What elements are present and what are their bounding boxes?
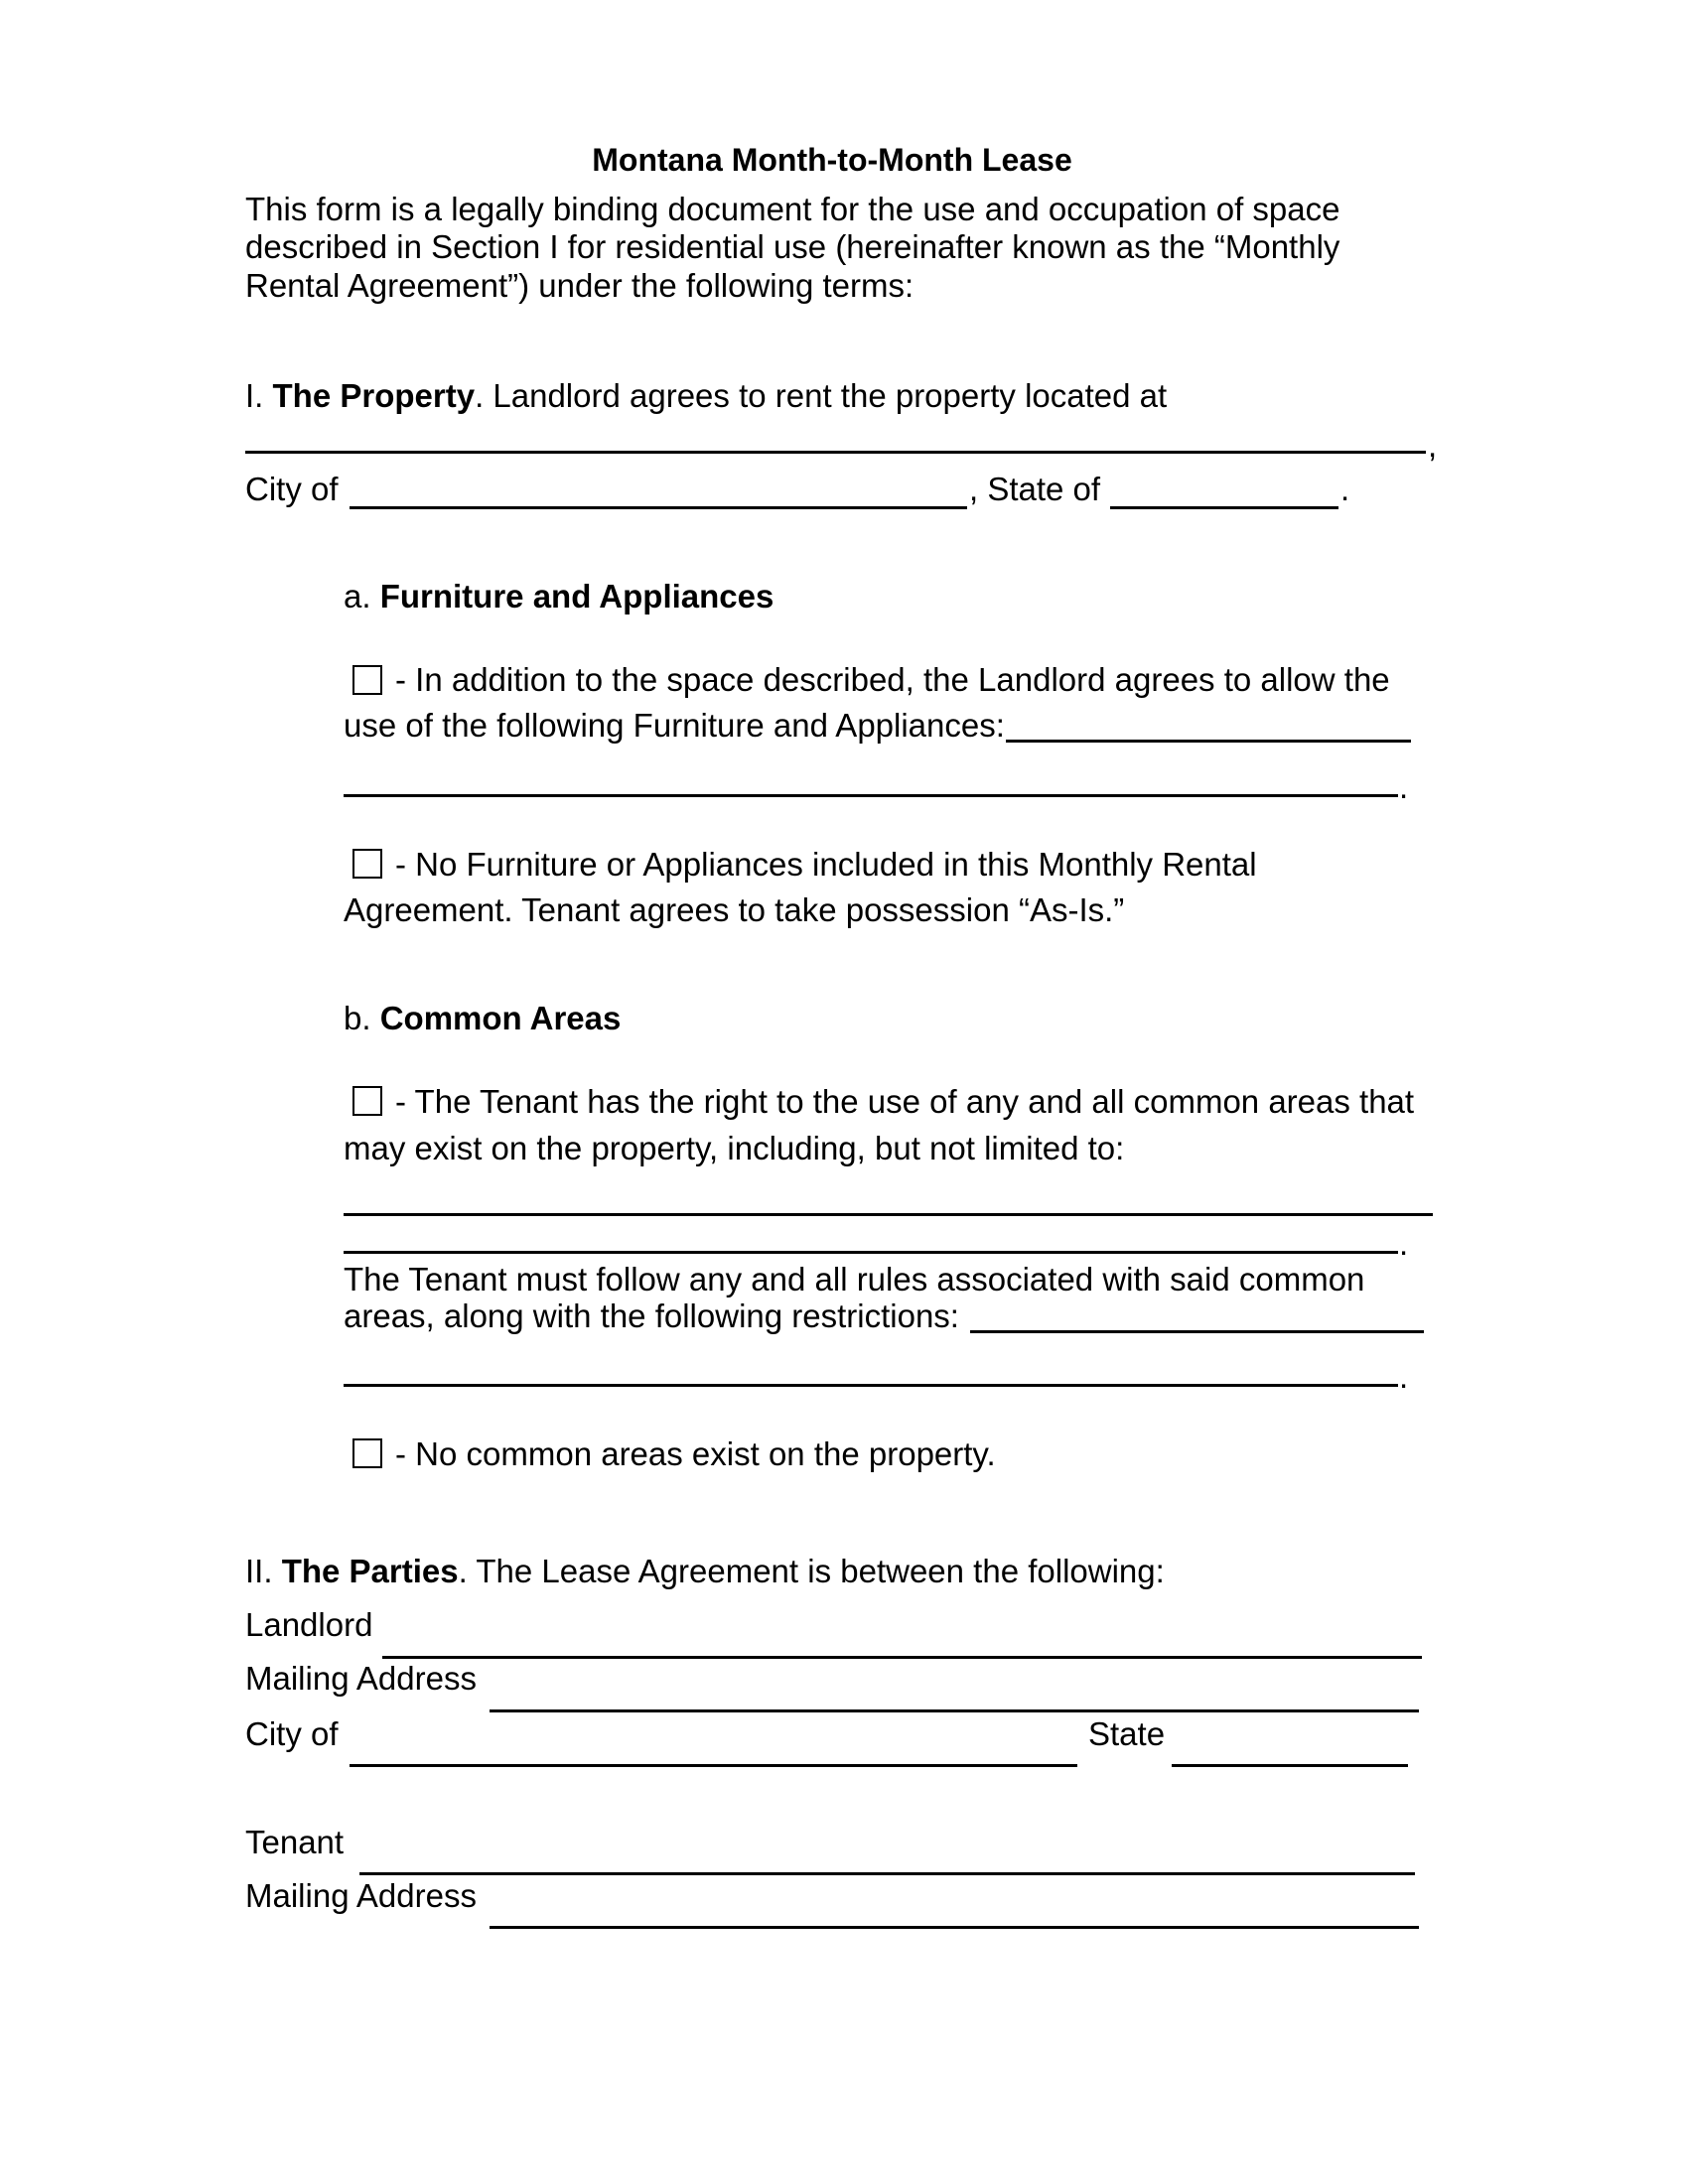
furniture-included-checkbox[interactable] xyxy=(352,665,382,695)
furniture-list-period: . xyxy=(1399,768,1409,805)
restrictions-period: . xyxy=(1399,1358,1409,1395)
section-heading: The Parties xyxy=(281,1553,459,1589)
property-city-field[interactable] xyxy=(350,506,967,509)
landlord-label: Landlord xyxy=(245,1606,373,1643)
state-period: . xyxy=(1340,471,1350,507)
furniture-included-line-2: use of the following Furniture and Appliances: xyxy=(344,707,1005,744)
landlord-mailing-label: Mailing Address xyxy=(245,1660,477,1697)
section-heading: The Property xyxy=(272,377,476,414)
subsection-letter: b. xyxy=(344,1000,371,1036)
restrictions-field-2[interactable] xyxy=(344,1384,1398,1387)
subsection-title: Furniture and Appliances xyxy=(379,578,774,614)
property-state-field[interactable] xyxy=(1110,506,1338,509)
common-areas-checkbox[interactable] xyxy=(352,1086,382,1116)
address-comma: , xyxy=(1428,427,1438,464)
tenant-name-field[interactable] xyxy=(359,1872,1415,1875)
section-numeral: I. xyxy=(245,377,264,414)
tenant-mailing-address-field[interactable] xyxy=(490,1926,1419,1929)
no-furniture-checkbox[interactable] xyxy=(352,849,382,879)
furniture-list-field-2[interactable] xyxy=(344,794,1398,797)
document-title: Montana Month-to-Month Lease xyxy=(592,142,1072,178)
section-text: . The Lease Agreement is between the following: xyxy=(458,1553,1165,1589)
subsection-furniture-heading xyxy=(344,580,774,613)
rules-line-2: areas, along with the following restrictions: xyxy=(344,1297,959,1334)
common-areas-field-1[interactable] xyxy=(344,1213,1433,1216)
furniture-list-field-1[interactable] xyxy=(1006,740,1411,743)
property-address-field[interactable] xyxy=(245,451,1426,454)
intro-line-2: described in Section I for residential use (hereinafter known as the “Monthly xyxy=(245,228,1340,265)
no-common-areas-checkbox[interactable] xyxy=(352,1438,382,1468)
section-numeral: II. xyxy=(245,1553,273,1589)
landlord-mailing-address-field[interactable] xyxy=(490,1709,1419,1712)
landlord-state-label: State xyxy=(1088,1715,1166,1752)
section-text: . Landlord agrees to rent the property located at xyxy=(475,377,1168,414)
state-label: , State of xyxy=(969,471,1101,507)
furniture-included-line-1: - In addition to the space described, the Landlord agrees to allow the xyxy=(395,661,1390,698)
section-parties-intro xyxy=(245,1555,1165,1587)
rules-line-1: The Tenant must follow any and all rules associated with said common xyxy=(344,1261,1365,1297)
intro-line-3: Rental Agreement”) under the following terms: xyxy=(245,267,914,304)
subsection-letter: a. xyxy=(344,578,371,614)
landlord-city-field[interactable] xyxy=(350,1764,1077,1767)
restrictions-field-1[interactable] xyxy=(970,1330,1424,1333)
common-areas-period: . xyxy=(1399,1225,1409,1262)
common-areas-line-2: may exist on the property, including, but not limited to: xyxy=(344,1130,1125,1166)
no-furniture-line-1: - No Furniture or Appliances included in this Monthly Rental xyxy=(395,846,1257,883)
landlord-state-field[interactable] xyxy=(1172,1764,1408,1767)
section-property-intro xyxy=(245,379,1167,412)
landlord-name-field[interactable] xyxy=(382,1656,1422,1659)
intro-line-1: This form is a legally binding document for the use and occupation of space xyxy=(245,191,1340,227)
subsection-common-areas-heading xyxy=(344,1002,621,1034)
tenant-mailing-label: Mailing Address xyxy=(245,1877,477,1914)
common-areas-field-2[interactable] xyxy=(344,1251,1398,1254)
landlord-city-label: City of xyxy=(245,1715,339,1752)
city-label: City of xyxy=(245,471,339,507)
no-furniture-line-2: Agreement. Tenant agrees to take possession “As-Is.” xyxy=(344,891,1125,928)
no-common-areas-text: - No common areas exist on the property. xyxy=(395,1435,996,1472)
subsection-title: Common Areas xyxy=(379,1000,622,1036)
common-areas-line-1: - The Tenant has the right to the use of any and all common areas that xyxy=(395,1083,1415,1120)
tenant-label: Tenant xyxy=(245,1824,345,1860)
